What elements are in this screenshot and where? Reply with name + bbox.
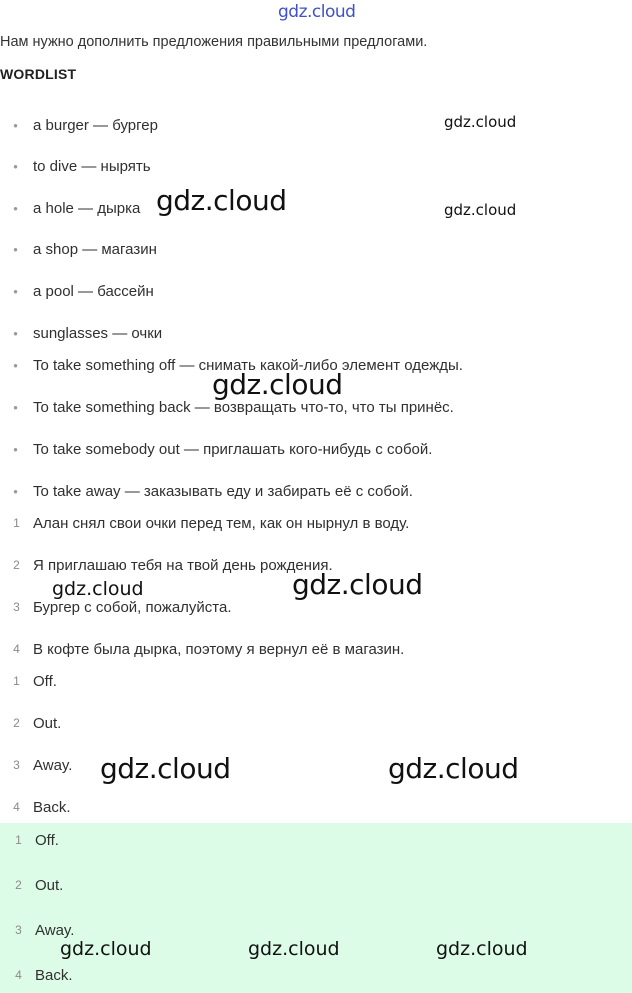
list-item: • sunglasses — очки	[0, 322, 162, 344]
list-item: • a pool — бассейн	[0, 280, 154, 302]
bullet-icon: •	[13, 441, 18, 457]
watermark: gdz.cloud	[292, 568, 423, 601]
answer-item: 4 Back.	[13, 798, 71, 816]
list-item: • a burger — бургер	[0, 114, 158, 136]
watermark: gdz.cloud	[52, 578, 144, 600]
bullet-icon: •	[13, 399, 18, 415]
intro-text: Нам нужно дополнить предложения правильными предлогами.	[0, 34, 428, 50]
list-item: • To take away — заказывать еду и забирать её с собой.	[0, 480, 413, 502]
bullet-icon: •	[13, 357, 18, 373]
watermark: gdz.cloud	[156, 184, 287, 217]
answer-item: 2 Out.	[13, 714, 62, 732]
final-answer-item: 4 Back.	[15, 966, 73, 984]
watermark: gdz.cloud	[212, 368, 343, 401]
translation-item: 2 Я приглашаю тебя на твой день рождения.	[13, 556, 333, 574]
translation-item: 1 Алан снял свои очки перед тем, как он нырнул в воду.	[13, 514, 410, 532]
answer-item: 1 Off.	[13, 672, 57, 690]
bullet-icon: •	[13, 200, 18, 216]
watermark: gdz.cloud	[248, 938, 340, 960]
final-answer-item: 1 Off.	[15, 831, 59, 849]
answer-box	[0, 823, 632, 993]
bullet-icon: •	[13, 483, 18, 499]
list-item: • to dive — нырять	[0, 155, 151, 177]
watermark: gdz.cloud	[444, 113, 517, 131]
watermark: gdz.cloud	[60, 938, 152, 960]
bullet-icon: •	[13, 283, 18, 299]
watermark: gdz.cloud	[388, 752, 519, 785]
list-item: • a shop — магазин	[0, 238, 157, 260]
list-item: • To take something back — возвращать что-то, что ты принёс.	[0, 396, 454, 418]
bullet-icon: •	[13, 117, 18, 133]
bullet-icon: •	[13, 325, 18, 341]
bullet-icon: •	[13, 158, 18, 174]
translation-item: 4 В кофте была дырка, поэтому я вернул её в магазин.	[13, 640, 405, 658]
watermark: gdz.cloud	[100, 752, 231, 785]
answer-item: 3 Away.	[13, 756, 73, 774]
wordlist-heading: WORDLIST	[0, 66, 77, 82]
list-item: • a hole — дырка	[0, 197, 140, 219]
site-logo[interactable]: gdz.cloud	[278, 2, 356, 22]
list-item: • To take somebody out — приглашать кого-нибудь с собой.	[0, 438, 432, 460]
watermark: gdz.cloud	[436, 938, 528, 960]
list-item: • To take something off — снимать какой-либо элемент одежды.	[0, 354, 463, 376]
bullet-icon: •	[13, 241, 18, 257]
watermark: gdz.cloud	[444, 201, 517, 219]
final-answer-item: 2 Out.	[15, 876, 64, 894]
translation-item: 3 Бургер с собой, пожалуйста.	[13, 598, 232, 616]
final-answer-item: 3 Away.	[15, 921, 75, 939]
